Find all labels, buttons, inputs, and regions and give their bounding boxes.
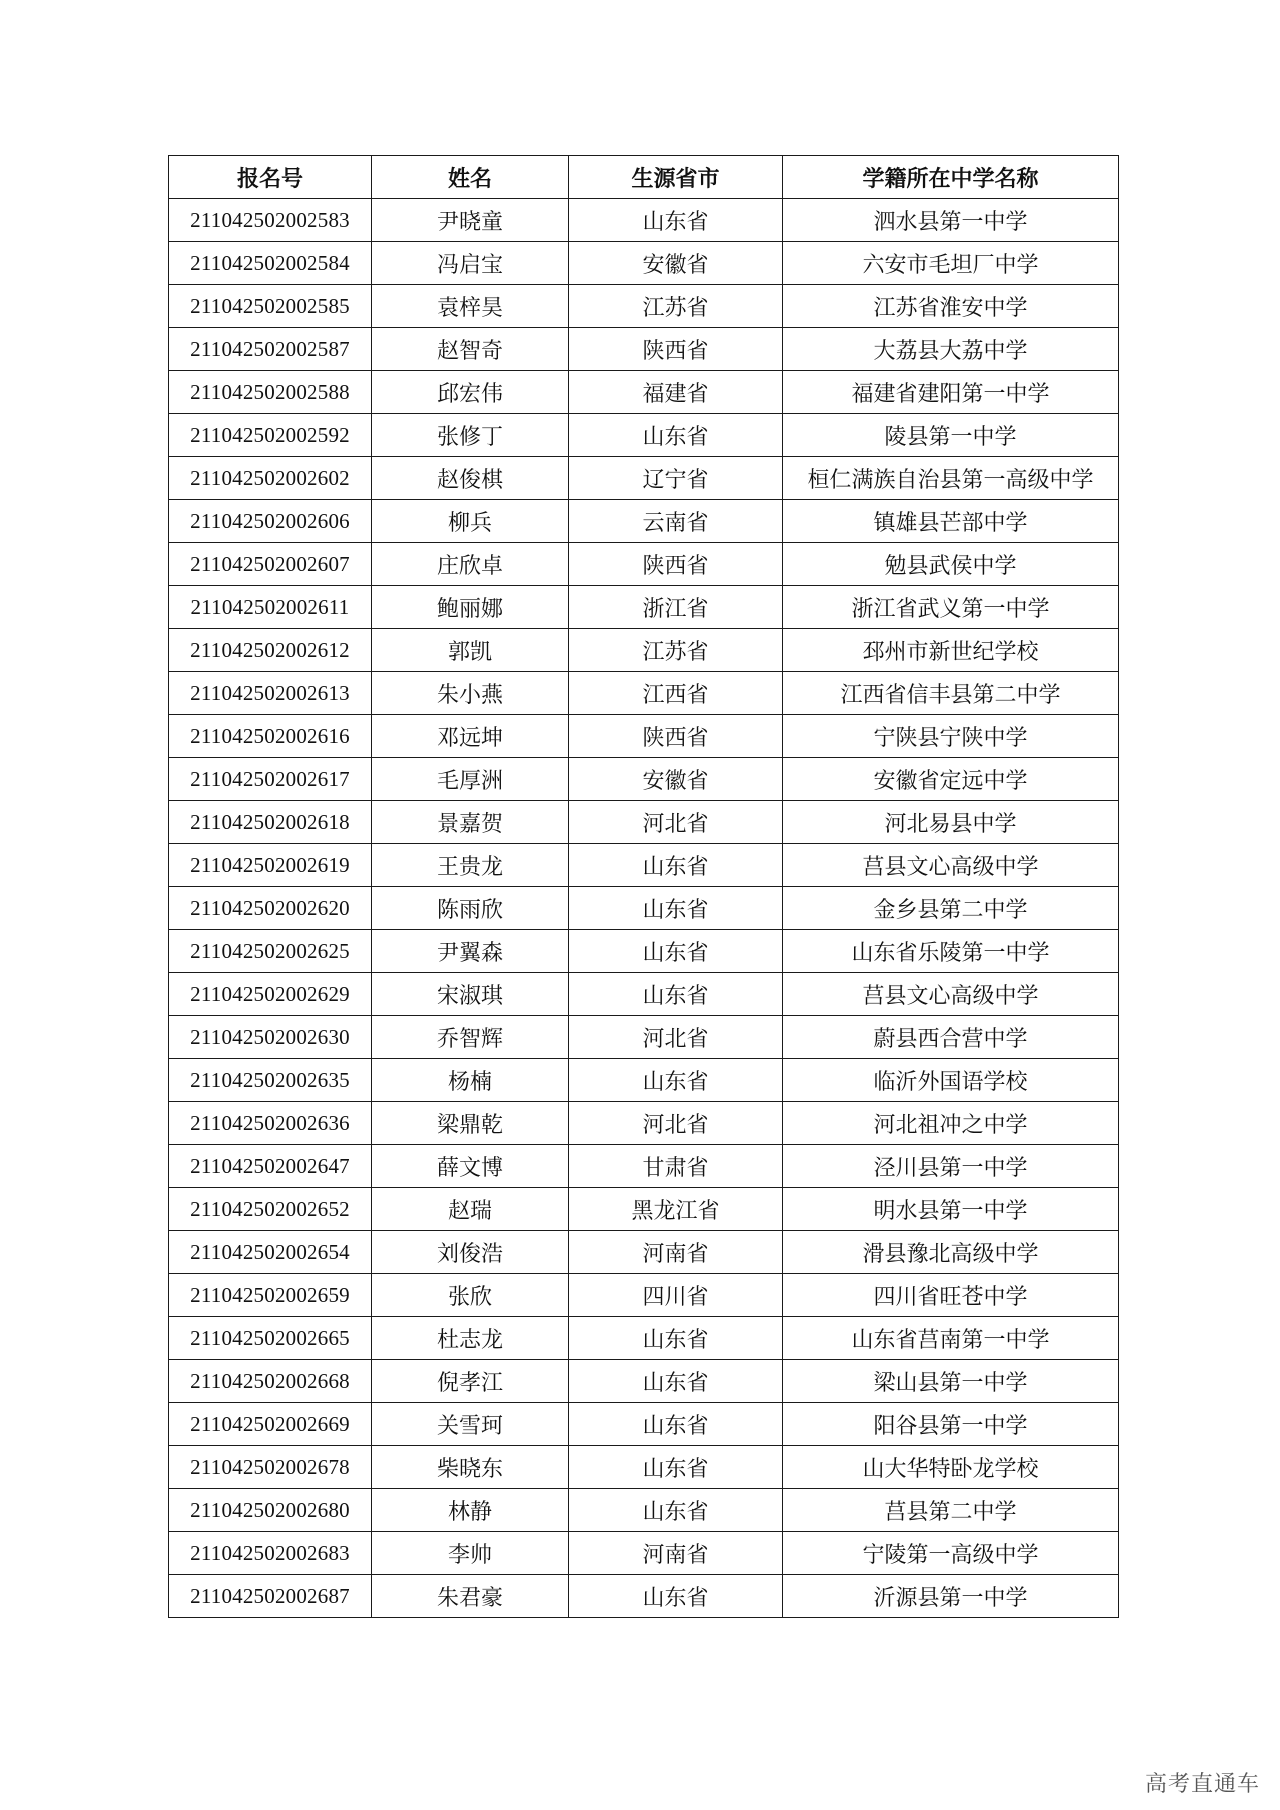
header-school: 学籍所在中学名称 xyxy=(783,156,1119,199)
table-row xyxy=(169,1575,1119,1618)
header-row xyxy=(169,156,1119,199)
school-name-cell: 浙江省武义第一中学 xyxy=(783,586,1119,629)
student-name-cell: 冯启宝 xyxy=(372,242,569,285)
registration-number-cell: 211042502002636 xyxy=(169,1102,372,1145)
student-name-cell: 李帅 xyxy=(372,1532,569,1575)
table-body xyxy=(169,199,1119,1618)
registration-number-cell: 211042502002647 xyxy=(169,1145,372,1188)
student-name-cell: 杨楠 xyxy=(372,1059,569,1102)
student-name-cell: 刘俊浩 xyxy=(372,1231,569,1274)
school-name-cell: 桓仁满族自治县第一高级中学 xyxy=(783,457,1119,500)
registration-number-cell: 211042502002602 xyxy=(169,457,372,500)
province-cell: 河南省 xyxy=(569,1231,783,1274)
province-cell: 山东省 xyxy=(569,1317,783,1360)
province-cell: 浙江省 xyxy=(569,586,783,629)
registration-number-cell: 211042502002629 xyxy=(169,973,372,1016)
table-row xyxy=(169,1059,1119,1102)
registration-number-cell: 211042502002620 xyxy=(169,887,372,930)
province-cell: 安徽省 xyxy=(569,242,783,285)
student-name-cell: 倪孝江 xyxy=(372,1360,569,1403)
school-name-cell: 莒县文心高级中学 xyxy=(783,973,1119,1016)
province-cell: 四川省 xyxy=(569,1274,783,1317)
school-name-cell: 大荔县大荔中学 xyxy=(783,328,1119,371)
registration-number-cell: 211042502002611 xyxy=(169,586,372,629)
province-cell: 山东省 xyxy=(569,414,783,457)
province-cell: 山东省 xyxy=(569,1059,783,1102)
province-cell: 山东省 xyxy=(569,973,783,1016)
student-name-cell: 赵瑞 xyxy=(372,1188,569,1231)
school-name-cell: 泗水县第一中学 xyxy=(783,199,1119,242)
student-name-cell: 赵智奇 xyxy=(372,328,569,371)
student-name-cell: 尹晓童 xyxy=(372,199,569,242)
student-name-cell: 袁梓昊 xyxy=(372,285,569,328)
student-name-cell: 陈雨欣 xyxy=(372,887,569,930)
registration-number-cell: 211042502002616 xyxy=(169,715,372,758)
table-row xyxy=(169,1016,1119,1059)
registration-number-cell: 211042502002678 xyxy=(169,1446,372,1489)
registration-number-cell: 211042502002607 xyxy=(169,543,372,586)
registration-number-cell: 211042502002669 xyxy=(169,1403,372,1446)
school-name-cell: 山大华特卧龙学校 xyxy=(783,1446,1119,1489)
school-name-cell: 阳谷县第一中学 xyxy=(783,1403,1119,1446)
province-cell: 安徽省 xyxy=(569,758,783,801)
school-name-cell: 莒县第二中学 xyxy=(783,1489,1119,1532)
registration-number-cell: 211042502002619 xyxy=(169,844,372,887)
school-name-cell: 梁山县第一中学 xyxy=(783,1360,1119,1403)
province-cell: 山东省 xyxy=(569,1489,783,1532)
table-row xyxy=(169,758,1119,801)
registration-number-cell: 211042502002606 xyxy=(169,500,372,543)
header-name: 姓名 xyxy=(372,156,569,199)
student-name-cell: 鲍丽娜 xyxy=(372,586,569,629)
table-row xyxy=(169,1532,1119,1575)
province-cell: 江西省 xyxy=(569,672,783,715)
school-name-cell: 福建省建阳第一中学 xyxy=(783,371,1119,414)
registration-number-cell: 211042502002659 xyxy=(169,1274,372,1317)
province-cell: 甘肃省 xyxy=(569,1145,783,1188)
school-name-cell: 明水县第一中学 xyxy=(783,1188,1119,1231)
table-row xyxy=(169,1489,1119,1532)
student-name-cell: 薛文博 xyxy=(372,1145,569,1188)
table-row xyxy=(169,629,1119,672)
school-name-cell: 金乡县第二中学 xyxy=(783,887,1119,930)
student-name-cell: 庄欣卓 xyxy=(372,543,569,586)
student-name-cell: 柴晓东 xyxy=(372,1446,569,1489)
registration-number-cell: 211042502002612 xyxy=(169,629,372,672)
school-name-cell: 陵县第一中学 xyxy=(783,414,1119,457)
registration-number-cell: 211042502002652 xyxy=(169,1188,372,1231)
school-name-cell: 滑县豫北高级中学 xyxy=(783,1231,1119,1274)
province-cell: 山东省 xyxy=(569,1575,783,1618)
school-name-cell: 河北祖冲之中学 xyxy=(783,1102,1119,1145)
school-name-cell: 蔚县西合营中学 xyxy=(783,1016,1119,1059)
table-row xyxy=(169,1274,1119,1317)
table-row xyxy=(169,1102,1119,1145)
student-name-cell: 朱小燕 xyxy=(372,672,569,715)
student-name-cell: 林静 xyxy=(372,1489,569,1532)
registration-number-cell: 211042502002665 xyxy=(169,1317,372,1360)
table-row xyxy=(169,1188,1119,1231)
student-name-cell: 尹翼森 xyxy=(372,930,569,973)
province-cell: 辽宁省 xyxy=(569,457,783,500)
table-row xyxy=(169,199,1119,242)
student-name-cell: 景嘉贺 xyxy=(372,801,569,844)
table-row xyxy=(169,844,1119,887)
table-row xyxy=(169,1145,1119,1188)
registration-number-cell: 211042502002630 xyxy=(169,1016,372,1059)
school-name-cell: 镇雄县芒部中学 xyxy=(783,500,1119,543)
province-cell: 云南省 xyxy=(569,500,783,543)
table-row xyxy=(169,973,1119,1016)
student-name-cell: 朱君豪 xyxy=(372,1575,569,1618)
admission-roster-table xyxy=(168,155,1119,1618)
province-cell: 福建省 xyxy=(569,371,783,414)
school-name-cell: 四川省旺苍中学 xyxy=(783,1274,1119,1317)
table-row xyxy=(169,457,1119,500)
province-cell: 山东省 xyxy=(569,1446,783,1489)
table-row xyxy=(169,414,1119,457)
province-cell: 河北省 xyxy=(569,1016,783,1059)
table-row xyxy=(169,543,1119,586)
watermark-logo-text: 高考直通车 xyxy=(1144,1772,1260,1797)
student-name-cell: 乔智辉 xyxy=(372,1016,569,1059)
table-row xyxy=(169,500,1119,543)
table-row xyxy=(169,242,1119,285)
province-cell: 山东省 xyxy=(569,930,783,973)
student-name-cell: 赵俊棋 xyxy=(372,457,569,500)
province-cell: 陕西省 xyxy=(569,328,783,371)
student-name-cell: 张欣 xyxy=(372,1274,569,1317)
registration-number-cell: 211042502002618 xyxy=(169,801,372,844)
header-registration-number: 报名号 xyxy=(169,156,372,199)
student-name-cell: 杜志龙 xyxy=(372,1317,569,1360)
table-row xyxy=(169,1231,1119,1274)
school-name-cell: 江苏省淮安中学 xyxy=(783,285,1119,328)
student-name-cell: 柳兵 xyxy=(372,500,569,543)
table-row xyxy=(169,1403,1119,1446)
registration-number-cell: 211042502002613 xyxy=(169,672,372,715)
student-name-cell: 郭凯 xyxy=(372,629,569,672)
province-cell: 黑龙江省 xyxy=(569,1188,783,1231)
table-row xyxy=(169,1446,1119,1489)
province-cell: 陕西省 xyxy=(569,543,783,586)
registration-number-cell: 211042502002680 xyxy=(169,1489,372,1532)
registration-number-cell: 211042502002617 xyxy=(169,758,372,801)
student-name-cell: 邱宏伟 xyxy=(372,371,569,414)
school-name-cell: 安徽省定远中学 xyxy=(783,758,1119,801)
table-header xyxy=(169,156,1119,199)
registration-number-cell: 211042502002654 xyxy=(169,1231,372,1274)
province-cell: 江苏省 xyxy=(569,629,783,672)
school-name-cell: 勉县武侯中学 xyxy=(783,543,1119,586)
registration-number-cell: 211042502002585 xyxy=(169,285,372,328)
table-row xyxy=(169,586,1119,629)
school-name-cell: 泾川县第一中学 xyxy=(783,1145,1119,1188)
school-name-cell: 河北易县中学 xyxy=(783,801,1119,844)
student-name-cell: 王贵龙 xyxy=(372,844,569,887)
table-row xyxy=(169,285,1119,328)
table-row xyxy=(169,672,1119,715)
school-name-cell: 山东省乐陵第一中学 xyxy=(783,930,1119,973)
table-row xyxy=(169,1360,1119,1403)
province-cell: 山东省 xyxy=(569,1403,783,1446)
table-row xyxy=(169,801,1119,844)
school-name-cell: 宁陵第一高级中学 xyxy=(783,1532,1119,1575)
registration-number-cell: 211042502002588 xyxy=(169,371,372,414)
registration-number-cell: 211042502002683 xyxy=(169,1532,372,1575)
registration-number-cell: 211042502002635 xyxy=(169,1059,372,1102)
school-name-cell: 宁陕县宁陕中学 xyxy=(783,715,1119,758)
table-row xyxy=(169,1317,1119,1360)
student-name-cell: 关雪珂 xyxy=(372,1403,569,1446)
school-name-cell: 沂源县第一中学 xyxy=(783,1575,1119,1618)
school-name-cell: 邳州市新世纪学校 xyxy=(783,629,1119,672)
table-row xyxy=(169,930,1119,973)
province-cell: 山东省 xyxy=(569,199,783,242)
registration-number-cell: 211042502002583 xyxy=(169,199,372,242)
province-cell: 山东省 xyxy=(569,887,783,930)
student-name-cell: 梁鼎乾 xyxy=(372,1102,569,1145)
registration-number-cell: 211042502002592 xyxy=(169,414,372,457)
registration-number-cell: 211042502002668 xyxy=(169,1360,372,1403)
registration-number-cell: 211042502002687 xyxy=(169,1575,372,1618)
province-cell: 山东省 xyxy=(569,844,783,887)
province-cell: 山东省 xyxy=(569,1360,783,1403)
table-row xyxy=(169,328,1119,371)
registration-number-cell: 211042502002584 xyxy=(169,242,372,285)
student-name-cell: 宋淑琪 xyxy=(372,973,569,1016)
province-cell: 河北省 xyxy=(569,801,783,844)
province-cell: 河北省 xyxy=(569,1102,783,1145)
province-cell: 陕西省 xyxy=(569,715,783,758)
school-name-cell: 六安市毛坦厂中学 xyxy=(783,242,1119,285)
province-cell: 河南省 xyxy=(569,1532,783,1575)
registration-number-cell: 211042502002625 xyxy=(169,930,372,973)
school-name-cell: 山东省莒南第一中学 xyxy=(783,1317,1119,1360)
student-name-cell: 毛厚洲 xyxy=(372,758,569,801)
header-province: 生源省市 xyxy=(569,156,783,199)
registration-number-cell: 211042502002587 xyxy=(169,328,372,371)
student-name-cell: 张修丁 xyxy=(372,414,569,457)
school-name-cell: 莒县文心高级中学 xyxy=(783,844,1119,887)
table-row xyxy=(169,887,1119,930)
table-row xyxy=(169,371,1119,414)
table-row xyxy=(169,715,1119,758)
student-name-cell: 邓远坤 xyxy=(372,715,569,758)
school-name-cell: 江西省信丰县第二中学 xyxy=(783,672,1119,715)
province-cell: 江苏省 xyxy=(569,285,783,328)
school-name-cell: 临沂外国语学校 xyxy=(783,1059,1119,1102)
